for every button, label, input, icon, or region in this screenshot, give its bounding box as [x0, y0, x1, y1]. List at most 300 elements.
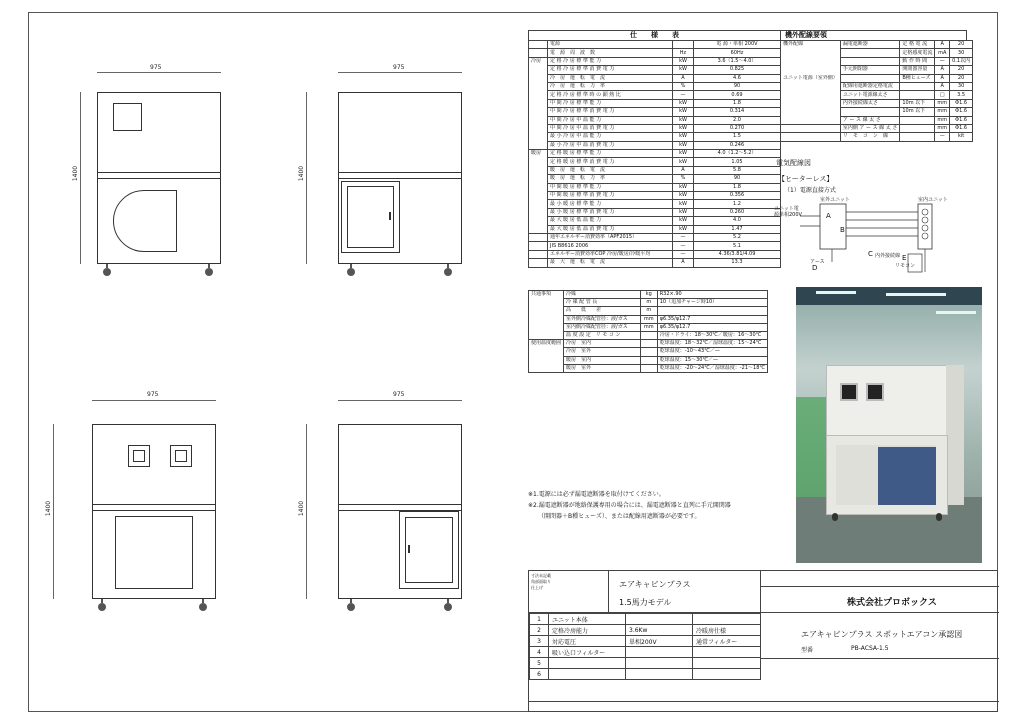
spec-unit: kW [673, 200, 694, 208]
spec-row [529, 74, 781, 82]
spec-unit [673, 41, 694, 49]
wiring-unit: A [935, 41, 950, 49]
wiring-diagram-title: 電気配線図 [776, 159, 811, 167]
spec-value: 電 源・単相 200V [694, 41, 781, 49]
spec-side [529, 49, 548, 57]
note-1: ※1.電源には必ず漏電遮断器を取付けてください。 [528, 491, 665, 498]
spec-unit: — [673, 250, 694, 258]
wiring-sub: 10m 以下 [900, 99, 935, 107]
notes [528, 489, 731, 522]
spec-unit: kW [673, 158, 694, 166]
spec-item: 中 間 暖 房 標 準 消 費 電 力 [548, 192, 673, 200]
label-e: E [902, 254, 907, 262]
spec-item: 電 源 周 波 数 [548, 49, 673, 57]
title-block [528, 570, 998, 712]
spec-value: 5.1 [694, 242, 781, 250]
spec-row [529, 49, 781, 57]
wiring-unit: mm [935, 124, 950, 132]
model-hp: 1.5馬力モデル [619, 598, 672, 607]
drawing-title: エアキャビンプラス スポットエアコン承認図 [801, 630, 963, 639]
items-table [529, 613, 761, 680]
spec-item: 電源 [548, 41, 673, 49]
spec-row [529, 82, 781, 90]
spec-side [529, 259, 548, 267]
spec-item: 最 大 運 転 電 流 [548, 259, 673, 267]
spec2-side: 共通事項 [529, 291, 564, 299]
spec-row [529, 99, 781, 107]
remote-label: リモコン [895, 263, 916, 269]
wiring-row [781, 133, 973, 141]
spec2-row [529, 364, 768, 372]
spec-value: 0.314 [694, 108, 781, 116]
spec-unit: kW [673, 124, 694, 132]
spec2-value: φ6.35/φ12.7 [657, 315, 767, 323]
spec-row [529, 133, 781, 141]
wiring-side [781, 91, 840, 99]
spec-unit: kW [673, 116, 694, 124]
company-name: 株式会社プロボックス [847, 598, 937, 608]
spec-unit: — [673, 91, 694, 99]
spec-side [529, 133, 548, 141]
spec-row [529, 175, 781, 183]
spec-unit: A [673, 74, 694, 82]
wiring-sub: 動 作 時 間 [900, 57, 935, 65]
drawing-notes-box: 寸法未記載 角部面取り 仕上げ [529, 571, 609, 613]
spec-row [529, 233, 781, 241]
spec2-row [529, 315, 768, 323]
item-name: 吸い込口フィルター [549, 647, 626, 658]
spec-item: 通年エネルギー消費効率（APF2015） [548, 233, 673, 241]
item-row [530, 669, 761, 680]
spec-unit: % [673, 82, 694, 90]
width-dimension: 975 [393, 64, 405, 71]
wiring-side [781, 124, 840, 132]
item-note: 通常フィルター [693, 636, 761, 647]
wiring-side [781, 49, 840, 57]
wiring-item: 配線用遮断器定格電流 [840, 82, 900, 90]
spec-side [529, 183, 548, 191]
wiring-side [781, 57, 840, 65]
item-spec: 3.6Kw [626, 625, 693, 636]
spec-item: 暖 房 運 転 力 率 [548, 175, 673, 183]
wiring-item: ア ー ス 線 太 さ [840, 116, 900, 124]
item-row [530, 636, 761, 647]
wiring-row [781, 108, 973, 116]
wiring-sub: 定格感度電流 [900, 49, 935, 57]
spec2-row [529, 340, 768, 348]
spec-table-2-body [528, 290, 768, 373]
spec-table-body [528, 40, 781, 268]
spec-row [529, 259, 781, 267]
width-dimension: 975 [393, 391, 405, 398]
wiring-side: ユニット電源（室外側） [781, 74, 840, 82]
spec-unit: % [673, 175, 694, 183]
spec-unit: kW [673, 225, 694, 233]
spec2-side [529, 356, 564, 364]
wiring-item: ユニット電源線太さ [840, 91, 900, 99]
spec-table-2 [528, 290, 768, 373]
wiring-value: Φ1.6 [950, 124, 973, 132]
spec-side [529, 242, 548, 250]
spec-value: 0.356 [694, 192, 781, 200]
spec-table-title: 仕 様 表 [528, 30, 781, 40]
spec-item: 定 格 暖 房 標 準 能 力 [548, 150, 673, 158]
spec-side [529, 225, 548, 233]
spec-item: 定 格 暖 房 標 準 消 費 電 力 [548, 158, 673, 166]
spec-row [529, 242, 781, 250]
wiring-side [781, 116, 840, 124]
wiring-unit: A [935, 74, 950, 82]
wiring-sub [900, 82, 935, 90]
wiring-item: リ モ コ ン 線 [840, 133, 900, 141]
spec2-row [529, 291, 768, 299]
wiring-sub: 定 格 電 流 [900, 41, 935, 49]
spec-side [529, 158, 548, 166]
wiring-value: Φ1.6 [950, 108, 973, 116]
spec2-value: 乾球温度：18〜32℃／湿球温度：15〜24℃ [657, 340, 767, 348]
spec2-value: 乾球温度：15〜30℃／— [657, 356, 767, 364]
spec-row [529, 166, 781, 174]
spec-unit: kW [673, 99, 694, 107]
spec-value: 0.260 [694, 208, 781, 216]
wiring-row [781, 74, 973, 82]
spec2-item: 温 度 設 定 リ モ コ ン [564, 331, 641, 339]
spec-value: 90 [694, 82, 781, 90]
spec-side [529, 91, 548, 99]
product-photo [796, 287, 982, 563]
spec-side [529, 66, 548, 74]
spec-value: 1.05 [694, 158, 781, 166]
spec2-side [529, 331, 564, 339]
wiring-value: 0.1以内 [950, 57, 973, 65]
wiring-row [781, 99, 973, 107]
spec2-side: 使用温度範囲 [529, 340, 564, 348]
wiring-row [781, 91, 973, 99]
item-row [530, 647, 761, 658]
spec2-side [529, 299, 564, 307]
spec2-value: 乾球温度：-20〜24℃／湿球温度：-21〜18℃ [657, 364, 767, 372]
wiring-table-body [781, 40, 973, 142]
spec-row [529, 192, 781, 200]
spec-item: 冷 房 運 転 力 率 [548, 82, 673, 90]
model-label: 型番 [801, 647, 814, 654]
spec-row [529, 116, 781, 124]
item-note [693, 669, 761, 680]
spec-value: 1.2 [694, 200, 781, 208]
spec-unit: kW [673, 150, 694, 158]
wiring-unit: mm [935, 108, 950, 116]
door-handle [389, 212, 391, 220]
label-c: C [868, 250, 873, 258]
wiring-sub [900, 91, 935, 99]
item-number: 3 [530, 636, 549, 647]
wiring-item [840, 57, 900, 65]
spec-item: 中 間 冷 房 中 温 能 力 [548, 116, 673, 124]
wiring-sub: 10m 以下 [900, 108, 935, 116]
wiring-side [781, 66, 840, 74]
label-d: D [812, 264, 818, 272]
spec-item: 定 格 冷 房 標 準 時 の 顕 熱 比 [548, 91, 673, 99]
spec-item: 中 間 冷 房 中 温 消 費 電 力 [548, 124, 673, 132]
wiring-item [840, 49, 900, 57]
item-spec [626, 669, 693, 680]
wiring-item: 漏電遮断器 [840, 41, 900, 49]
spec-side [529, 116, 548, 124]
wiring-row [781, 82, 973, 90]
spec2-row [529, 356, 768, 364]
spec2-side [529, 315, 564, 323]
item-name: 定格冷房能力 [549, 625, 626, 636]
spec-unit: kW [673, 183, 694, 191]
wiring-side [781, 133, 840, 141]
unit-power-label: ユニット電源単相200V [774, 206, 802, 218]
spec-unit: kW [673, 108, 694, 116]
spec2-row [529, 307, 768, 315]
spec-side [529, 208, 548, 216]
spec2-unit [640, 356, 657, 364]
spec-item: 最 大 暖 房 低 温 能 力 [548, 217, 673, 225]
item-note [693, 658, 761, 669]
item-name [549, 658, 626, 669]
model-number: PB-ACSA-1.5 [851, 645, 889, 652]
spec-side: 暖房 [529, 150, 548, 158]
item-spec [626, 647, 693, 658]
spec-value: 4.36/3.81/4.09 [694, 250, 781, 258]
wiring-row [781, 41, 973, 49]
spec-side [529, 124, 548, 132]
spec-unit: kW [673, 66, 694, 74]
wiring-value: Φ1.6 [950, 99, 973, 107]
wiring-row [781, 49, 973, 57]
spec2-row [529, 299, 768, 307]
spec2-item: 室外側冷媒配管径：液/ガス [564, 315, 641, 323]
wiring-sub: 開閉器容量 [900, 66, 935, 74]
spec-unit: A [673, 259, 694, 267]
spec2-value: 冷房・ドライ：18〜30℃／暖房：16〜30℃ [657, 331, 767, 339]
spec-value: 60Hz [694, 49, 781, 57]
spec-item: 冷 房 運 転 電 流 [548, 74, 673, 82]
spec-value: 0.270 [694, 124, 781, 132]
wiring-unit: mA [935, 49, 950, 57]
wiring-row [781, 57, 973, 65]
spec2-item: 冷房 室内 [564, 340, 641, 348]
spec-side [529, 175, 548, 183]
spec-value: 0.69 [694, 91, 781, 99]
spec-row [529, 200, 781, 208]
spec2-item: 室内側冷媒配管径：液/ガス [564, 323, 641, 331]
spec-unit: kW [673, 141, 694, 149]
spec-value: 90 [694, 175, 781, 183]
spec-item: 最 小 暖 房 標 準 能 力 [548, 200, 673, 208]
item-number: 6 [530, 669, 549, 680]
inout-cable-label: 内外接続線 [875, 253, 901, 259]
wiring-value: 3.5 [950, 91, 973, 99]
back-opening-panel [115, 516, 193, 589]
spec2-value: R32×.90 [657, 291, 767, 299]
spec-side [529, 250, 548, 258]
height-dimension: 1400 [298, 165, 306, 182]
spec-value: 4.0 [694, 217, 781, 225]
wiring-item [840, 74, 900, 82]
item-row [530, 625, 761, 636]
spec-value: 0.825 [694, 66, 781, 74]
spec-item: 中 間 冷 房 標 準 消 費 電 力 [548, 108, 673, 116]
spec-unit: — [673, 242, 694, 250]
wiring-item: 内外接続線太さ [840, 99, 900, 107]
wiring-unit: mm [935, 99, 950, 107]
wiring-unit: A [935, 82, 950, 90]
label-b: B [840, 226, 845, 234]
spec-item: JIS B8616 2006 [548, 242, 673, 250]
spec-side [529, 41, 548, 49]
item-spec [626, 614, 693, 625]
wiring-value: 20 [950, 41, 973, 49]
wiring-side [781, 99, 840, 107]
wiring-sub: B種ヒューズ [900, 74, 935, 82]
door-handle [408, 545, 410, 553]
spec-row [529, 66, 781, 74]
wiring-value: kit [950, 133, 973, 141]
wiring-unit: — [935, 57, 950, 65]
spec-value: 5.2 [694, 233, 781, 241]
spec-row [529, 183, 781, 191]
note-3: （開閉器＋B種ヒューズ）、または配線用遮断器が必要です。 [538, 513, 701, 520]
spec-item: エネルギー消費効率COP 冷房/暖房/冷暖平均 [548, 250, 673, 258]
spec-side [529, 82, 548, 90]
spec-value: 3.6（1.5〜4.0） [694, 57, 781, 65]
item-row [530, 658, 761, 669]
item-row [530, 614, 761, 625]
item-number: 4 [530, 647, 549, 658]
item-name: 対応電圧 [549, 636, 626, 647]
spec-side: 冷房 [529, 57, 548, 65]
spec2-value: 乾球温度：-10〜43℃／— [657, 348, 767, 356]
item-number: 2 [530, 625, 549, 636]
spec2-unit: m [640, 307, 657, 315]
spec2-unit: m [640, 299, 657, 307]
spec2-item: 暖房 室外 [564, 364, 641, 372]
spec-item: 最 小 冷 房 中 温 消 費 電 力 [548, 141, 673, 149]
spec-item: 中 間 冷 房 標 準 能 力 [548, 99, 673, 107]
wiring-item [840, 108, 900, 116]
spec-value: 4.0（1.2〜5.2） [694, 150, 781, 158]
spec2-unit: mm [640, 323, 657, 331]
spec-value: 1.5 [694, 133, 781, 141]
wiring-value: 30 [950, 82, 973, 90]
spec2-row [529, 323, 768, 331]
spec-unit: A [673, 166, 694, 174]
wiring-sub [900, 124, 935, 132]
height-dimension: 1400 [45, 500, 53, 517]
spec-row [529, 250, 781, 258]
spec-row [529, 217, 781, 225]
spec-side [529, 192, 548, 200]
spec2-row [529, 348, 768, 356]
spec-unit: Hz [673, 49, 694, 57]
spec-row [529, 57, 781, 65]
indoor-unit-label: 室内ユニット [918, 197, 948, 203]
spec-row [529, 141, 781, 149]
spec-value: 1.47 [694, 225, 781, 233]
wiring-value: Φ1.6 [950, 116, 973, 124]
spec2-side [529, 323, 564, 331]
wiring-item: 室内側 ア ー ス 線 太 さ [840, 124, 900, 132]
wiring-side: 機外配線 [781, 41, 840, 49]
spec2-item: 冷 媒 配 管 長 [564, 299, 641, 307]
item-name [549, 669, 626, 680]
wiring-item: 手元開閉器 [840, 66, 900, 74]
spec-unit: kW [673, 208, 694, 216]
spec-item: 最 小 冷 房 中 温 能 力 [548, 133, 673, 141]
photo-upper-cabinet [826, 365, 948, 437]
spec-value: 1.8 [694, 99, 781, 107]
spec-item: 定 格 冷 房 標 準 能 力 [548, 57, 673, 65]
spec2-value [657, 307, 767, 315]
label-a: A [826, 212, 831, 220]
spec-row [529, 158, 781, 166]
spec-side [529, 166, 548, 174]
product-name: エアキャビンプラス [619, 580, 691, 589]
spec-row [529, 108, 781, 116]
wiring-table-title: 機外配線要領 [781, 30, 967, 40]
spec-value: 0.246 [694, 141, 781, 149]
wiring-value: 30 [950, 49, 973, 57]
note-2: ※2.漏電遮断器が地絡保護専用の場合には、漏電遮断器と直列に手元開閉器 [528, 502, 731, 509]
spec-unit: kW [673, 133, 694, 141]
item-note [693, 614, 761, 625]
item-number: 5 [530, 658, 549, 669]
wiring-value: 20 [950, 74, 973, 82]
spec-value: 4.6 [694, 74, 781, 82]
width-dimension: 975 [150, 64, 162, 71]
wiring-table [781, 30, 971, 142]
spec-unit: kW [673, 217, 694, 225]
item-note: 冷暖房仕様 [693, 625, 761, 636]
spec-table [528, 30, 781, 268]
item-number: 1 [530, 614, 549, 625]
spec-item: 暖 房 運 転 電 流 [548, 166, 673, 174]
spec2-unit [640, 364, 657, 372]
wiring-row [781, 124, 973, 132]
spec-unit: kW [673, 192, 694, 200]
wiring-unit: — [935, 133, 950, 141]
spec-row [529, 225, 781, 233]
spec2-item: 冷房 室外 [564, 348, 641, 356]
spec2-side [529, 307, 564, 315]
spec2-value: 10（追加チャージ時10） [657, 299, 767, 307]
spec-row [529, 208, 781, 216]
item-name: ユニット本体 [549, 614, 626, 625]
width-dimension: 975 [147, 391, 159, 398]
wiring-row [781, 116, 973, 124]
wiring-side [781, 82, 840, 90]
spec2-unit [640, 340, 657, 348]
spec-row [529, 41, 781, 49]
item-note [693, 647, 761, 658]
spec-value: 1.8 [694, 183, 781, 191]
spec-item: 中 間 暖 房 標 準 能 力 [548, 183, 673, 191]
wiring-row [781, 66, 973, 74]
spec-row [529, 124, 781, 132]
earth-label: アース [810, 259, 825, 265]
spec-value: 2.0 [694, 116, 781, 124]
spec-row [529, 91, 781, 99]
spec2-unit: mm [640, 315, 657, 323]
spec-side [529, 217, 548, 225]
spec2-unit: kg [640, 291, 657, 299]
spec-side [529, 74, 548, 82]
air-outlet-panel [113, 103, 142, 131]
